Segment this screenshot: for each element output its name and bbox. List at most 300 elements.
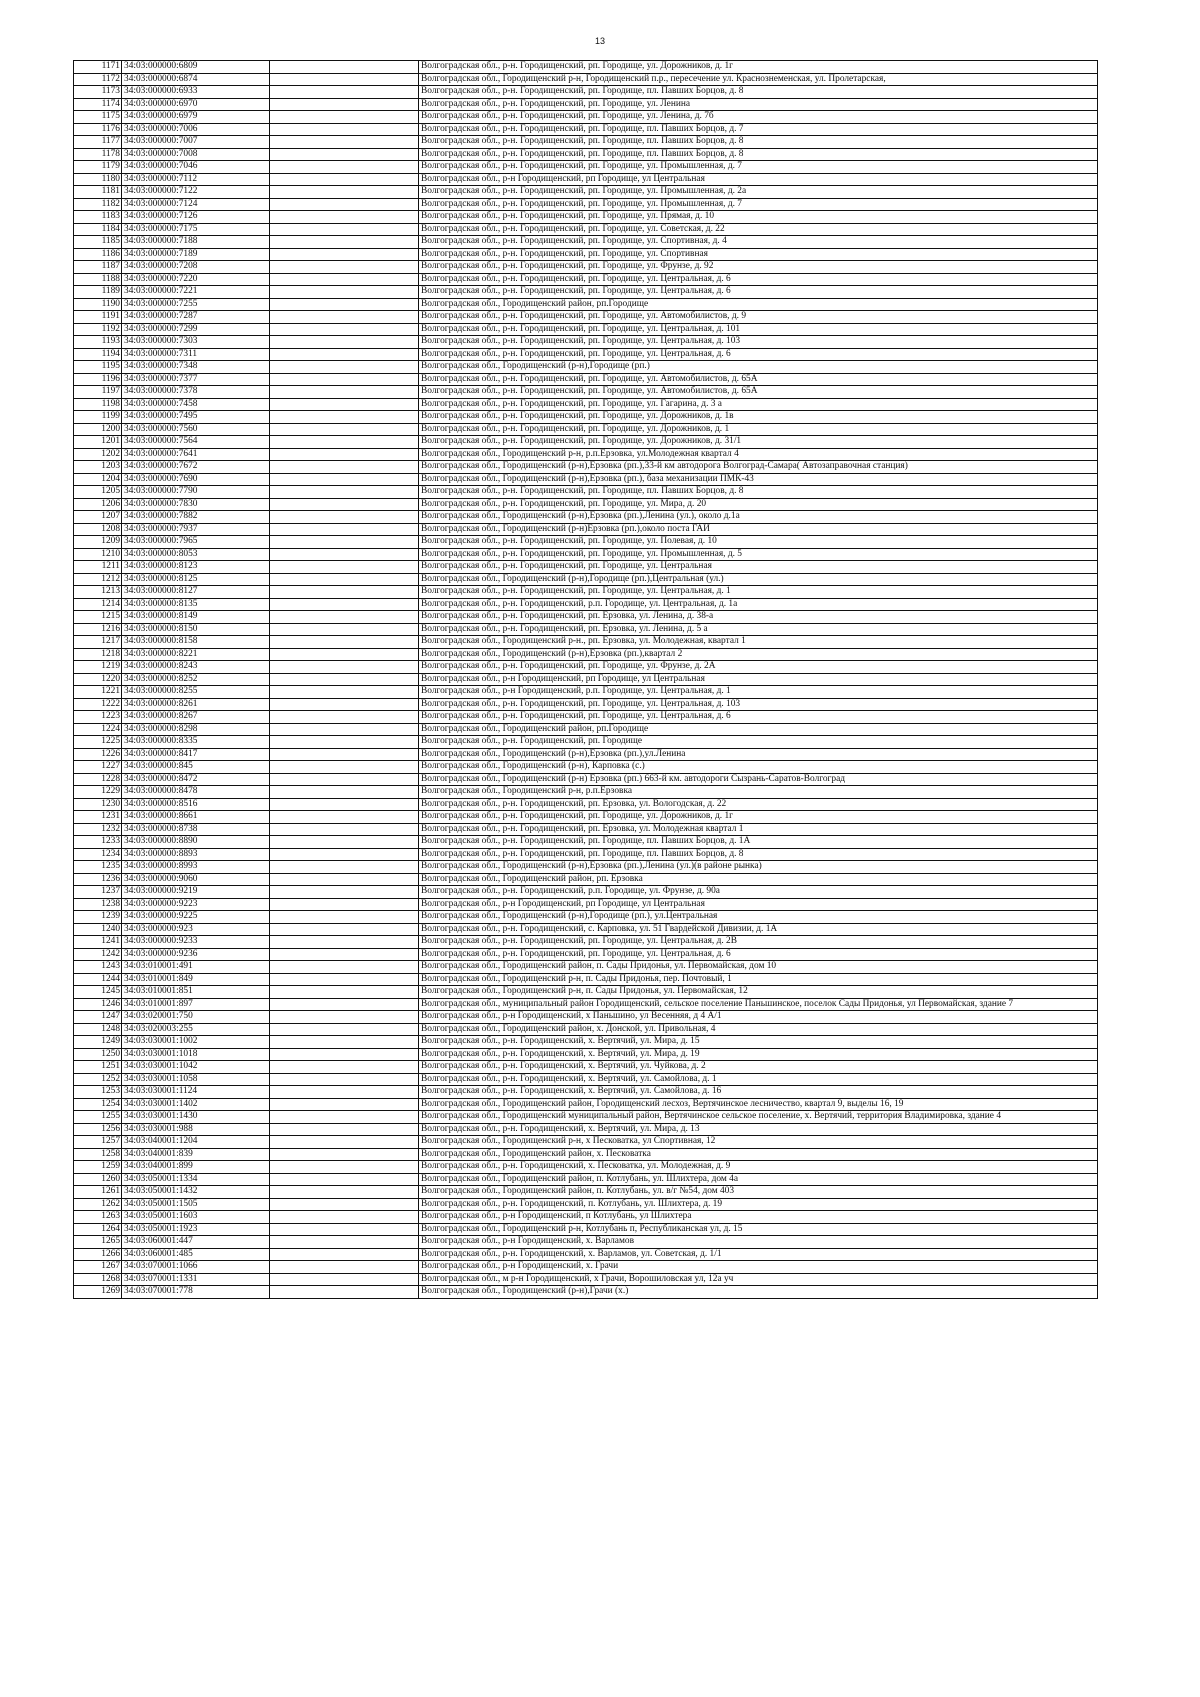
table-row bbox=[74, 186, 1098, 199]
table-row bbox=[74, 986, 1098, 999]
table-row bbox=[74, 536, 1098, 549]
address: Волгоградская обл., р-н. Городищенский, х. Вертячий, ул. Чуйкова, д. 2 bbox=[419, 1061, 1098, 1074]
row-number: 1258 bbox=[74, 1148, 122, 1161]
empty-cell bbox=[270, 1036, 419, 1049]
row-number: 1262 bbox=[74, 1198, 122, 1211]
empty-cell bbox=[270, 486, 419, 499]
cadastral-number: 34:03:000000:7311 bbox=[122, 348, 270, 361]
empty-cell bbox=[270, 1136, 419, 1149]
address: Волгоградская обл., р-н. Городищенский, рп. Городище, ул. Дорожников, д. 1 bbox=[419, 423, 1098, 436]
address: Волгоградская обл., р-н Городищенский, х. Грачи bbox=[419, 1261, 1098, 1274]
empty-cell bbox=[270, 86, 419, 99]
empty-cell bbox=[270, 1148, 419, 1161]
table-row bbox=[74, 661, 1098, 674]
cadastral-number: 34:03:000000:7175 bbox=[122, 223, 270, 236]
address: Волгоградская обл., р-н. Городищенский, рп. Городище, ул. Центральная, д. 101 bbox=[419, 323, 1098, 336]
address: Волгоградская обл., р-н. Городищенский, рп. Городище, ул. Центральная, д. 6 bbox=[419, 948, 1098, 961]
row-number: 1180 bbox=[74, 173, 122, 186]
table-row bbox=[74, 786, 1098, 799]
row-number: 1191 bbox=[74, 311, 122, 324]
address: Волгоградская обл., р-н Городищенский, рп Городище, ул Центральная bbox=[419, 673, 1098, 686]
empty-cell bbox=[270, 648, 419, 661]
empty-cell bbox=[270, 1098, 419, 1111]
cadastral-number: 34:03:000000:7299 bbox=[122, 323, 270, 336]
table-row bbox=[74, 1273, 1098, 1286]
address: Волгоградская обл., р-н. Городищенский, рп. Ерзовка, ул. Молодежная квартал 1 bbox=[419, 823, 1098, 836]
cadastral-number: 34:03:000000:8993 bbox=[122, 861, 270, 874]
cadastral-number: 34:03:050001:1505 bbox=[122, 1198, 270, 1211]
address: Волгоградская обл., р-н. Городищенский, рп. Городище, пл. Павших Борцов, д. 1А bbox=[419, 836, 1098, 849]
row-number: 1261 bbox=[74, 1186, 122, 1199]
table-row bbox=[74, 823, 1098, 836]
empty-cell bbox=[270, 436, 419, 449]
cadastral-number: 34:03:000000:7378 bbox=[122, 386, 270, 399]
address: Волгоградская обл., Городищенский р-н, х Песковатка, ул Спортивная, 12 bbox=[419, 1136, 1098, 1149]
empty-cell bbox=[270, 986, 419, 999]
cadastral-number: 34:03:030001:1402 bbox=[122, 1098, 270, 1111]
cadastral-number: 34:03:000000:8158 bbox=[122, 636, 270, 649]
cadastral-number: 34:03:050001:1603 bbox=[122, 1211, 270, 1224]
address: Волгоградская обл., р-н Городищенский, рп Городище, ул Центральная bbox=[419, 898, 1098, 911]
cadastral-number: 34:03:040001:899 bbox=[122, 1161, 270, 1174]
empty-cell bbox=[270, 748, 419, 761]
table-row bbox=[74, 611, 1098, 624]
table-row bbox=[74, 223, 1098, 236]
empty-cell bbox=[270, 1186, 419, 1199]
cadastral-number: 34:03:000000:8261 bbox=[122, 698, 270, 711]
address: Волгоградская обл., Городищенский р-н., рп. Ерзовка, ул. Молодежная, квартал 1 bbox=[419, 636, 1098, 649]
table-row bbox=[74, 1186, 1098, 1199]
table-row bbox=[74, 961, 1098, 974]
cadastral-number: 34:03:000000:9236 bbox=[122, 948, 270, 961]
cadastral-number: 34:03:000000:7189 bbox=[122, 248, 270, 261]
empty-cell bbox=[270, 1261, 419, 1274]
empty-cell bbox=[270, 123, 419, 136]
empty-cell bbox=[270, 1123, 419, 1136]
empty-cell bbox=[270, 348, 419, 361]
address: Волгоградская обл., Городищенский муниципальный район, Вертячинское сельское поселение, х. Вертячий, территория Владимировка, здание 4 bbox=[419, 1111, 1098, 1124]
table-row bbox=[74, 573, 1098, 586]
cadastral-number: 34:03:000000:7006 bbox=[122, 123, 270, 136]
address: Волгоградская обл., р-н. Городищенский, х. Вертячий, ул. Самойлова, д. 1 bbox=[419, 1073, 1098, 1086]
address: Волгоградская обл., Городищенский район, п. Котлубань, ул. Шлихтера, дом 4а bbox=[419, 1173, 1098, 1186]
table-row bbox=[74, 586, 1098, 599]
row-number: 1254 bbox=[74, 1098, 122, 1111]
cadastral-number: 34:03:030001:1058 bbox=[122, 1073, 270, 1086]
row-number: 1220 bbox=[74, 673, 122, 686]
row-number: 1229 bbox=[74, 786, 122, 799]
cadastral-number: 34:03:000000:7303 bbox=[122, 336, 270, 349]
row-number: 1210 bbox=[74, 548, 122, 561]
cadastral-number: 34:03:000000:9225 bbox=[122, 911, 270, 924]
row-number: 1227 bbox=[74, 761, 122, 774]
address: Волгоградская обл., Городищенский (р-н),Ерзовка (рп.),ул.Ленина bbox=[419, 748, 1098, 761]
empty-cell bbox=[270, 1273, 419, 1286]
cadastral-number: 34:03:000000:7882 bbox=[122, 511, 270, 524]
cadastral-number: 34:03:000000:7124 bbox=[122, 198, 270, 211]
empty-cell bbox=[270, 261, 419, 274]
row-number: 1247 bbox=[74, 1011, 122, 1024]
table-row bbox=[74, 623, 1098, 636]
row-number: 1215 bbox=[74, 611, 122, 624]
empty-cell bbox=[270, 1111, 419, 1124]
cadastral-number: 34:03:000000:7208 bbox=[122, 261, 270, 274]
table-row bbox=[74, 423, 1098, 436]
empty-cell bbox=[270, 98, 419, 111]
table-row bbox=[74, 123, 1098, 136]
row-number: 1250 bbox=[74, 1048, 122, 1061]
empty-cell bbox=[270, 686, 419, 699]
table-row bbox=[74, 873, 1098, 886]
table-row bbox=[74, 636, 1098, 649]
cadastral-number: 34:03:000000:8890 bbox=[122, 836, 270, 849]
row-number: 1226 bbox=[74, 748, 122, 761]
address: Волгоградская обл., р-н. Городищенский, х. Вертячий, ул. Мира, д. 15 bbox=[419, 1036, 1098, 1049]
address: Волгоградская обл., р-н. Городищенский, рп. Городище, ул. Автомобилистов, д. 9 bbox=[419, 311, 1098, 324]
cadastral-number: 34:03:000000:7790 bbox=[122, 486, 270, 499]
row-number: 1222 bbox=[74, 698, 122, 711]
empty-cell bbox=[270, 661, 419, 674]
address: Волгоградская обл., р-н Городищенский, р.п. Городище, ул. Центральная, д. 1 bbox=[419, 686, 1098, 699]
empty-cell bbox=[270, 361, 419, 374]
row-number: 1255 bbox=[74, 1111, 122, 1124]
register-table bbox=[73, 60, 1098, 1299]
address: Волгоградская обл., р-н Городищенский, х Паньшино, ул Весенняя, д 4 А/1 bbox=[419, 1011, 1098, 1024]
cadastral-number: 34:03:010001:897 bbox=[122, 998, 270, 1011]
address: Волгоградская обл., р-н. Городищенский, р.п. Городище, ул. Центральная, д. 1а bbox=[419, 598, 1098, 611]
cadastral-number: 34:03:000000:8738 bbox=[122, 823, 270, 836]
empty-cell bbox=[270, 286, 419, 299]
empty-cell bbox=[270, 911, 419, 924]
empty-cell bbox=[270, 898, 419, 911]
address: Волгоградская обл., р-н. Городищенский, рп. Городище, ул. Мира, д. 20 bbox=[419, 498, 1098, 511]
cadastral-number: 34:03:000000:8516 bbox=[122, 798, 270, 811]
table-row bbox=[74, 386, 1098, 399]
cadastral-number: 34:03:000000:7495 bbox=[122, 411, 270, 424]
empty-cell bbox=[270, 498, 419, 511]
cadastral-number: 34:03:010001:491 bbox=[122, 961, 270, 974]
empty-cell bbox=[270, 598, 419, 611]
address: Волгоградская обл., р-н. Городищенский, рп. Ерзовка, ул. Ленина, д. 5 а bbox=[419, 623, 1098, 636]
empty-cell bbox=[270, 1286, 419, 1299]
row-number: 1208 bbox=[74, 523, 122, 536]
row-number: 1203 bbox=[74, 461, 122, 474]
empty-cell bbox=[270, 1073, 419, 1086]
cadastral-number: 34:03:010001:849 bbox=[122, 973, 270, 986]
address: Волгоградская обл., Городищенский (р-н),Городище (рп.) bbox=[419, 361, 1098, 374]
cadastral-number: 34:03:070001:1066 bbox=[122, 1261, 270, 1274]
empty-cell bbox=[270, 886, 419, 899]
address: Волгоградская обл., р-н Городищенский, х. Варламов bbox=[419, 1236, 1098, 1249]
cadastral-number: 34:03:000000:8893 bbox=[122, 848, 270, 861]
empty-cell bbox=[270, 298, 419, 311]
table-row bbox=[74, 1136, 1098, 1149]
row-number: 1228 bbox=[74, 773, 122, 786]
address: Волгоградская обл., Городищенский р-н, Городищенский п.р., пересечение ул. Краснознеменская, ул. Пролетарская, bbox=[419, 73, 1098, 86]
row-number: 1212 bbox=[74, 573, 122, 586]
row-number: 1173 bbox=[74, 86, 122, 99]
cadastral-number: 34:03:000000:6970 bbox=[122, 98, 270, 111]
empty-cell bbox=[270, 411, 419, 424]
table-row bbox=[74, 348, 1098, 361]
address: Волгоградская обл., р-н. Городищенский, р.п. Городище, ул. Фрунзе, д. 90а bbox=[419, 886, 1098, 899]
table-row bbox=[74, 673, 1098, 686]
row-number: 1205 bbox=[74, 486, 122, 499]
table-row bbox=[74, 361, 1098, 374]
empty-cell bbox=[270, 773, 419, 786]
row-number: 1267 bbox=[74, 1261, 122, 1274]
cadastral-number: 34:03:000000:7690 bbox=[122, 473, 270, 486]
cadastral-number: 34:03:030001:1042 bbox=[122, 1061, 270, 1074]
cadastral-number: 34:03:030001:988 bbox=[122, 1123, 270, 1136]
empty-cell bbox=[270, 511, 419, 524]
cadastral-number: 34:03:050001:1923 bbox=[122, 1223, 270, 1236]
row-number: 1177 bbox=[74, 136, 122, 149]
empty-cell bbox=[270, 336, 419, 349]
empty-cell bbox=[270, 861, 419, 874]
address: Волгоградская обл., Городищенский (р-н),Ерзовка (рп.), база механизации ПМК-43 bbox=[419, 473, 1098, 486]
row-number: 1187 bbox=[74, 261, 122, 274]
empty-cell bbox=[270, 398, 419, 411]
address: Волгоградская обл., Городищенский район, Городищенский лесхоз, Вертячинское лесничество, квартал 9, выделы 16, 19 bbox=[419, 1098, 1098, 1111]
row-number: 1172 bbox=[74, 73, 122, 86]
empty-cell bbox=[270, 186, 419, 199]
empty-cell bbox=[270, 923, 419, 936]
table-row bbox=[74, 448, 1098, 461]
address: Волгоградская обл., р-н. Городищенский, рп. Городище, ул. Фрунзе, д. 2А bbox=[419, 661, 1098, 674]
address: Волгоградская обл., Городищенский (р-н), Карповка (с.) bbox=[419, 761, 1098, 774]
cadastral-number: 34:03:000000:7564 bbox=[122, 436, 270, 449]
address: Волгоградская обл., р-н. Городищенский, х. Вертячий, ул. Самойлова, д. 16 bbox=[419, 1086, 1098, 1099]
table-row bbox=[74, 923, 1098, 936]
table-row bbox=[74, 148, 1098, 161]
row-number: 1196 bbox=[74, 373, 122, 386]
address: Волгоградская обл., Городищенский (р-н),Ерзовка (рп.),33-й км автодорога Волгоград-Самара( Автозаправочная станция) bbox=[419, 461, 1098, 474]
cadastral-number: 34:03:000000:7560 bbox=[122, 423, 270, 436]
address: Волгоградская обл., р-н. Городищенский, рп. Городище bbox=[419, 736, 1098, 749]
empty-cell bbox=[270, 973, 419, 986]
cadastral-number: 34:03:000000:7830 bbox=[122, 498, 270, 511]
empty-cell bbox=[270, 811, 419, 824]
address: Волгоградская обл., Городищенский район, рп.Городище bbox=[419, 298, 1098, 311]
address: Волгоградская обл., р-н. Городищенский, рп. Городище, ул. Полевая, д. 10 bbox=[419, 536, 1098, 549]
row-number: 1202 bbox=[74, 448, 122, 461]
table-row bbox=[74, 211, 1098, 224]
cadastral-number: 34:03:000000:7348 bbox=[122, 361, 270, 374]
row-number: 1174 bbox=[74, 98, 122, 111]
row-number: 1192 bbox=[74, 323, 122, 336]
row-number: 1193 bbox=[74, 336, 122, 349]
address: Волгоградская обл., Городищенский район, рп.Городище bbox=[419, 723, 1098, 736]
table-row bbox=[74, 1286, 1098, 1299]
empty-cell bbox=[270, 173, 419, 186]
table-row bbox=[74, 323, 1098, 336]
table-row bbox=[74, 936, 1098, 949]
table-row bbox=[74, 798, 1098, 811]
address: Волгоградская обл., р-н. Городищенский, рп. Городище, ул. Центральная, д. 6 bbox=[419, 273, 1098, 286]
cadastral-number: 34:03:020003:255 bbox=[122, 1023, 270, 1036]
row-number: 1201 bbox=[74, 436, 122, 449]
table-row bbox=[74, 286, 1098, 299]
empty-cell bbox=[270, 1236, 419, 1249]
address: Волгоградская обл., Городищенский район, х. Донской, ул. Привольная, 4 bbox=[419, 1023, 1098, 1036]
row-number: 1190 bbox=[74, 298, 122, 311]
row-number: 1211 bbox=[74, 561, 122, 574]
row-number: 1253 bbox=[74, 1086, 122, 1099]
cadastral-number: 34:03:000000:7221 bbox=[122, 286, 270, 299]
cadastral-number: 34:03:000000:6933 bbox=[122, 86, 270, 99]
empty-cell bbox=[270, 623, 419, 636]
address: Волгоградская обл., р-н. Городищенский, рп. Городище, ул. Дорожников, д. 31/1 bbox=[419, 436, 1098, 449]
address: Волгоградская обл., р-н. Городищенский, рп. Городище, ул. Центральная, д. 103 bbox=[419, 698, 1098, 711]
address: Волгоградская обл., Городищенский (р-н),Ерзовка (рп.),Ленина (ул.), около д.1а bbox=[419, 511, 1098, 524]
address: Волгоградская обл., р-н. Городищенский, рп. Городище, ул. Промышленная, д. 2а bbox=[419, 186, 1098, 199]
table-row bbox=[74, 523, 1098, 536]
cadastral-number: 34:03:000000:8123 bbox=[122, 561, 270, 574]
empty-cell bbox=[270, 711, 419, 724]
empty-cell bbox=[270, 698, 419, 711]
cadastral-number: 34:03:000000:7458 bbox=[122, 398, 270, 411]
address: Волгоградская обл., р-н. Городищенский, рп. Городище, ул. Ленина bbox=[419, 98, 1098, 111]
table-row bbox=[74, 1123, 1098, 1136]
address: Волгоградская обл., р-н. Городищенский, рп. Городище, ул. Дорожников, д. 1г bbox=[419, 61, 1098, 74]
cadastral-number: 34:03:000000:7255 bbox=[122, 298, 270, 311]
row-number: 1204 bbox=[74, 473, 122, 486]
address: Волгоградская обл., р-н. Городищенский, рп. Городище, пл. Павших Борцов, д. 8 bbox=[419, 86, 1098, 99]
address: Волгоградская обл., Городищенский район, п. Сады Придонья, ул. Первомайская, дом 10 bbox=[419, 961, 1098, 974]
table-row bbox=[74, 598, 1098, 611]
address: Волгоградская обл., Городищенский район, п. Котлубань, ул. в/г №54, дом 403 bbox=[419, 1186, 1098, 1199]
cadastral-number: 34:03:000000:7641 bbox=[122, 448, 270, 461]
empty-cell bbox=[270, 386, 419, 399]
cadastral-number: 34:03:000000:9223 bbox=[122, 898, 270, 911]
cadastral-number: 34:03:030001:1018 bbox=[122, 1048, 270, 1061]
table-row bbox=[74, 698, 1098, 711]
table-row bbox=[74, 686, 1098, 699]
table-row bbox=[74, 723, 1098, 736]
address: Волгоградская обл., р-н. Городищенский, рп. Городище, ул. Дорожников, д. 1в bbox=[419, 411, 1098, 424]
cadastral-number: 34:03:000000:8053 bbox=[122, 548, 270, 561]
empty-cell bbox=[270, 548, 419, 561]
row-number: 1245 bbox=[74, 986, 122, 999]
address: Волгоградская обл., Городищенский р-н, Котлубань п, Республиканская ул, д. 15 bbox=[419, 1223, 1098, 1236]
cadastral-number: 34:03:000000:9219 bbox=[122, 886, 270, 899]
cadastral-number: 34:03:000000:7672 bbox=[122, 461, 270, 474]
empty-cell bbox=[270, 1061, 419, 1074]
cadastral-number: 34:03:000000:7126 bbox=[122, 211, 270, 224]
address: Волгоградская обл., Городищенский (р-н),Ерзовка (рп.),Ленина (ул.)(в районе рынка) bbox=[419, 861, 1098, 874]
table-row bbox=[74, 1048, 1098, 1061]
table-row bbox=[74, 1261, 1098, 1274]
row-number: 1232 bbox=[74, 823, 122, 836]
row-number: 1239 bbox=[74, 911, 122, 924]
row-number: 1181 bbox=[74, 186, 122, 199]
empty-cell bbox=[270, 673, 419, 686]
table-row bbox=[74, 1173, 1098, 1186]
row-number: 1235 bbox=[74, 861, 122, 874]
row-number: 1268 bbox=[74, 1273, 122, 1286]
address: Волгоградская обл., Городищенский р-н, р.п.Ерзовка, ул.Молодежная квартал 4 bbox=[419, 448, 1098, 461]
address: Волгоградская обл., Городищенский (р-н),Городище (рп.),Центральная (ул.) bbox=[419, 573, 1098, 586]
cadastral-number: 34:03:000000:8472 bbox=[122, 773, 270, 786]
table-row bbox=[74, 1023, 1098, 1036]
cadastral-number: 34:03:060001:447 bbox=[122, 1236, 270, 1249]
table-row bbox=[74, 1148, 1098, 1161]
empty-cell bbox=[270, 61, 419, 74]
empty-cell bbox=[270, 311, 419, 324]
address: Волгоградская обл., р-н. Городищенский, рп. Городище, ул. Центральная, д. 6 bbox=[419, 711, 1098, 724]
table-row bbox=[74, 1198, 1098, 1211]
row-number: 1217 bbox=[74, 636, 122, 649]
cadastral-number: 34:03:010001:851 bbox=[122, 986, 270, 999]
row-number: 1237 bbox=[74, 886, 122, 899]
address: Волгоградская обл., Городищенский (р-н),Городище (рп.), ул.Центральная bbox=[419, 911, 1098, 924]
table-row bbox=[74, 273, 1098, 286]
cadastral-number: 34:03:000000:923 bbox=[122, 923, 270, 936]
table-row bbox=[74, 1086, 1098, 1099]
table-row bbox=[74, 911, 1098, 924]
address: Волгоградская обл., р-н. Городищенский, рп. Городище, пл. Павших Борцов, д. 8 bbox=[419, 136, 1098, 149]
row-number: 1243 bbox=[74, 961, 122, 974]
row-number: 1230 bbox=[74, 798, 122, 811]
address: Волгоградская обл., р-н. Городищенский, рп. Городище, ул. Гагарина, д. 3 а bbox=[419, 398, 1098, 411]
cadastral-number: 34:03:000000:8335 bbox=[122, 736, 270, 749]
cadastral-number: 34:03:000000:8149 bbox=[122, 611, 270, 624]
row-number: 1207 bbox=[74, 511, 122, 524]
row-number: 1224 bbox=[74, 723, 122, 736]
address: Волгоградская обл., р-н. Городищенский, рп. Городище, ул. Спортивная, д. 4 bbox=[419, 236, 1098, 249]
address: Волгоградская обл., Городищенский район, х. Песковатка bbox=[419, 1148, 1098, 1161]
table-row bbox=[74, 1036, 1098, 1049]
row-number: 1188 bbox=[74, 273, 122, 286]
table-row bbox=[74, 61, 1098, 74]
address: Волгоградская обл., р-н. Городищенский, рп. Городище, ул. Ленина, д. 7б bbox=[419, 111, 1098, 124]
empty-cell bbox=[270, 1248, 419, 1261]
row-number: 1183 bbox=[74, 211, 122, 224]
address: Волгоградская обл., Городищенский р-н, р.п.Ерзовка bbox=[419, 786, 1098, 799]
cadastral-number: 34:03:000000:7287 bbox=[122, 311, 270, 324]
empty-cell bbox=[270, 948, 419, 961]
address: Волгоградская обл., Городищенский (р-н)Ерзовка (рп.),около поста ГАИ bbox=[419, 523, 1098, 536]
row-number: 1246 bbox=[74, 998, 122, 1011]
cadastral-number: 34:03:000000:8221 bbox=[122, 648, 270, 661]
empty-cell bbox=[270, 111, 419, 124]
table-row bbox=[74, 1248, 1098, 1261]
row-number: 1234 bbox=[74, 848, 122, 861]
empty-cell bbox=[270, 798, 419, 811]
cadastral-number: 34:03:060001:485 bbox=[122, 1248, 270, 1261]
address: Волгоградская обл., р-н. Городищенский, рп. Городище, ул. Центральная bbox=[419, 561, 1098, 574]
row-number: 1178 bbox=[74, 148, 122, 161]
address: Волгоградская обл., р-н. Городищенский, рп. Городище, ул. Промышленная, д. 5 bbox=[419, 548, 1098, 561]
table-row bbox=[74, 98, 1098, 111]
empty-cell bbox=[270, 611, 419, 624]
table-row bbox=[74, 248, 1098, 261]
table-row bbox=[74, 948, 1098, 961]
row-number: 1256 bbox=[74, 1123, 122, 1136]
table-row bbox=[74, 1236, 1098, 1249]
row-number: 1236 bbox=[74, 873, 122, 886]
cadastral-number: 34:03:000000:7008 bbox=[122, 148, 270, 161]
cadastral-number: 34:03:000000:6979 bbox=[122, 111, 270, 124]
table-row bbox=[74, 748, 1098, 761]
empty-cell bbox=[270, 723, 419, 736]
table-row bbox=[74, 261, 1098, 274]
address: Волгоградская обл., р-н. Городищенский, рп. Городище, ул. Советская, д. 22 bbox=[419, 223, 1098, 236]
row-number: 1184 bbox=[74, 223, 122, 236]
row-number: 1264 bbox=[74, 1223, 122, 1236]
cadastral-number: 34:03:000000:8478 bbox=[122, 786, 270, 799]
